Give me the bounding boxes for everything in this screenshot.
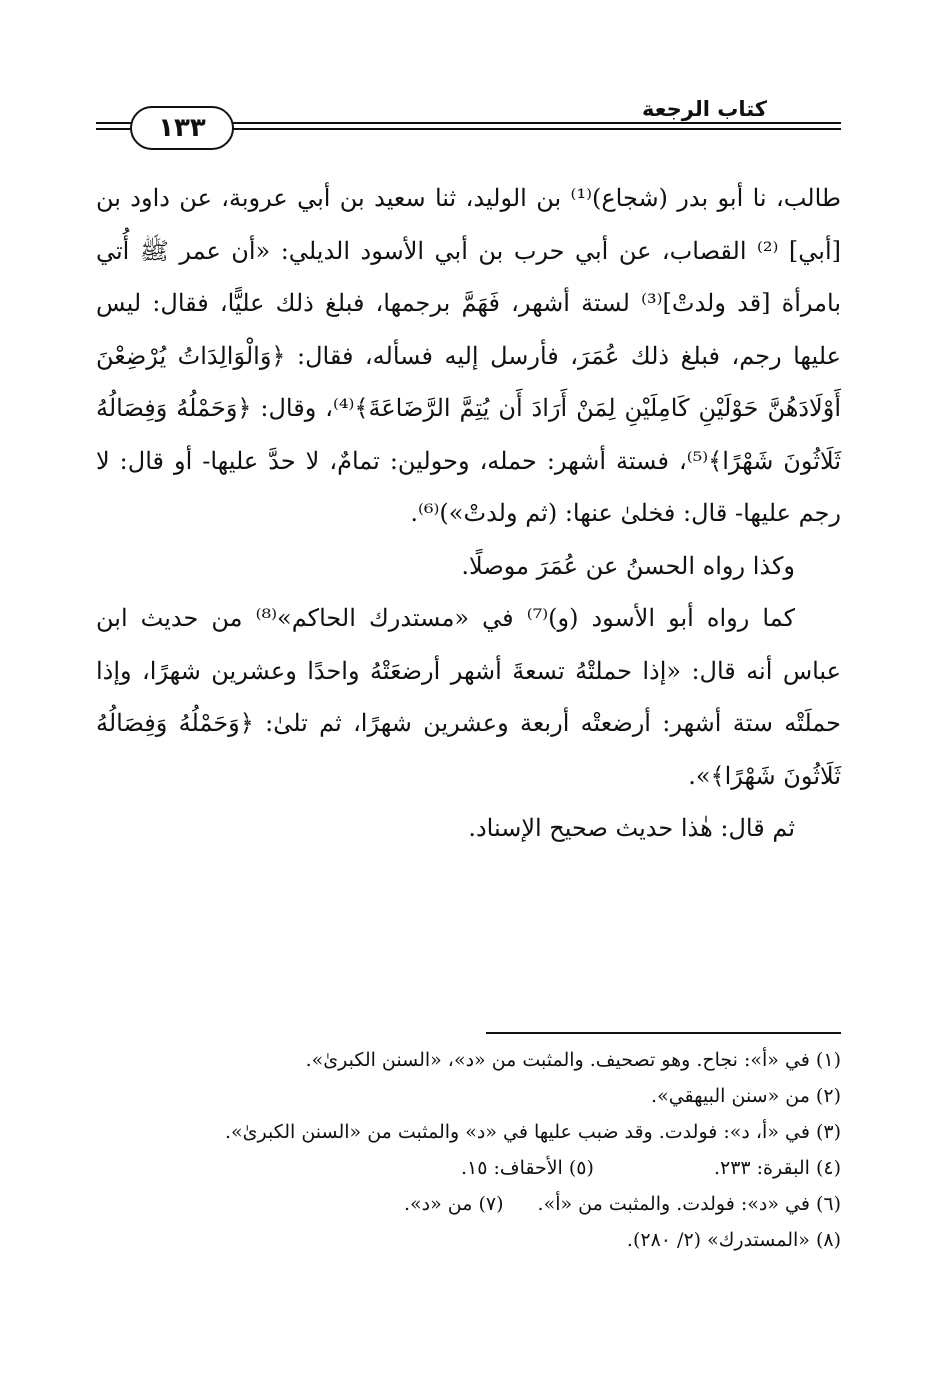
- paragraph-hadith: طالب، نا أبو بدر (شجاع)⁽¹⁾ بن الوليد، ثنا سعيد بن أبي عروبة، عن داود بن [أبي] ⁽²⁾ القصاب، عن أبي حرب بن أبي الأسود الديلي: «أن عمر ﷺ أُتي بامرأة [قد ولدتْ]⁽³⁾ لستة أشهر، فَهَمَّ برجمها، فبلغ ذلك عليًّا، فقال: ليس عليها رجم، فبلغ ذلك عُمَرَ، فأرسل إليه فسأله، فقال: ﴿وَالْوَالِدَاتُ يُرْضِعْنَ أَوْلَادَهُنَّ حَوْلَيْنِ كَامِلَيْنِ لِمَنْ أَرَادَ أَن يُتِمَّ الرَّضَاعَةَ﴾⁽⁴⁾، وقال: ﴿وَحَمْلُهُ وَفِصَالُهُ ثَلَاثُونَ شَهْرًا﴾⁽⁵⁾، فستة أشهر: حمله، وحولين: تمامٌ، لا حدَّ عليها- أو قال: لا رجم عليها- قال: فخلىٰ عنها: (ثم ولدتْ»)⁽⁶⁾.: [96, 184, 842, 527]
- footnote-separator: [486, 1032, 841, 1034]
- footnote-row-4-5: [96, 1150, 841, 1186]
- footnote-2: (٢) من «سنن البيهقي».: [651, 1085, 841, 1107]
- footnote-5: (٥) الأحقاف: ١٥.: [460, 1157, 594, 1179]
- paragraph-isnad: ثم قال: هٰذا حديث صحيح الإسناد.: [468, 814, 795, 842]
- footnote-row-6-7: [96, 1186, 841, 1222]
- paragraph-hasan: وكذا رواه الحسنُ عن عُمَرَ موصلًا.: [461, 551, 795, 580]
- footnote-4: (٤) البقرة: ٢٣٣.: [713, 1157, 841, 1179]
- footnote-1: (١) في «أ»: نجاح. وهو تصحيف. والمثبت من «د»، «السنن الكبرىٰ».: [305, 1049, 841, 1071]
- paragraph-mustadrak: كما رواه أبو الأسود (و)⁽⁷⁾ في «مستدرك الحاكم»⁽⁸⁾ من حديث ابن عباس أنه قال: «إذا حملتْهُ تسعةَ أشهر أرضعَتْهُ واحدًا وعشرين شهرًا، وإذا حملَتْه ستة أشهر: أرضعتْه أربعة وعشرين شهرًا، ثم تلىٰ: ﴿وَحَمْلُهُ وَفِصَالُهُ ثَلَاثُونَ شَهْرًا﴾».: [96, 604, 841, 790]
- footnote-3: (٣) في «أ، د»: فولدت. وقد ضبب عليها في «د» والمثبت من «السنن الكبرىٰ».: [224, 1121, 841, 1143]
- page-number: ١٣٣: [130, 106, 234, 150]
- page-header: [96, 96, 841, 152]
- footnotes: [96, 1042, 841, 1258]
- footnote-8: (٨) «المستدرك» (٢/ ٢٨٠).: [626, 1229, 841, 1251]
- footnote-7: (٧) من «د».: [404, 1193, 504, 1215]
- main-text: [96, 172, 841, 855]
- footnote-6: (٦) في «د»: فولدت. والمثبت من «أ».: [537, 1193, 841, 1215]
- running-title: كتاب الرجعة: [638, 96, 771, 122]
